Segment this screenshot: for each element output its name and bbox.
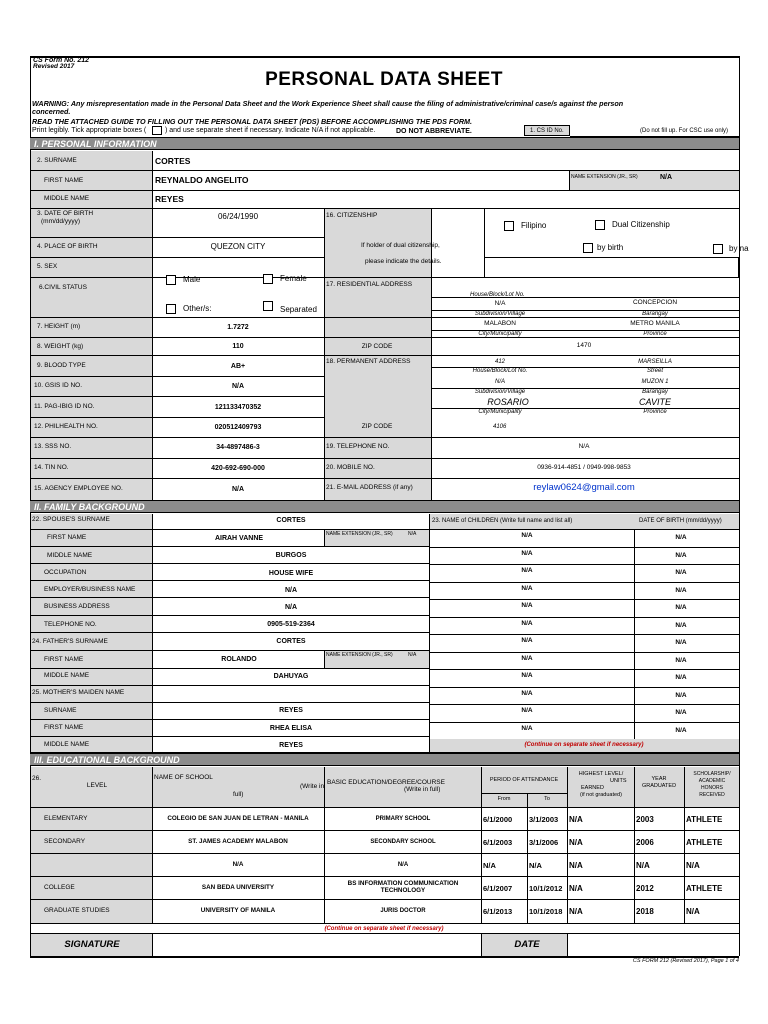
mother-middle-value: REYES bbox=[279, 742, 303, 749]
edu-degree-header: BASIC EDUCATION/DEGREE/COURSE bbox=[327, 779, 445, 786]
edu-degree-sub: (Write in full) bbox=[404, 786, 441, 793]
by-naturalization-checkbox[interactable] bbox=[713, 244, 723, 254]
child-dob-header: DATE OF BIRTH (mm/dd/yyyy) bbox=[639, 518, 722, 524]
business-address-value: N/A bbox=[284, 604, 298, 611]
row-line bbox=[30, 458, 739, 459]
dual-citizenship-checkbox[interactable] bbox=[595, 220, 605, 230]
dual-note-1: If holder of dual citizenship, bbox=[361, 242, 440, 249]
outer-border-right bbox=[739, 56, 740, 956]
sss-value: 34-4897486-3 bbox=[216, 444, 260, 451]
gsis-label: 10. GSIS ID NO. bbox=[34, 382, 83, 389]
father-first-label: FIRST NAME bbox=[44, 656, 84, 663]
child-dob: N/A bbox=[675, 569, 687, 576]
row-line bbox=[431, 330, 739, 331]
by-naturalization-label: by na bbox=[729, 244, 749, 253]
male-label: Male bbox=[183, 275, 201, 284]
other-status-checkbox[interactable] bbox=[166, 304, 176, 314]
child-name: N/A bbox=[521, 619, 533, 627]
edu-degree: PRIMARY SCHOOL bbox=[375, 816, 431, 822]
row-line bbox=[30, 237, 324, 238]
col-div bbox=[481, 933, 482, 956]
child-dob: N/A bbox=[675, 586, 687, 594]
child-row-line bbox=[429, 582, 739, 583]
father-ext-value: N/A bbox=[408, 652, 417, 658]
child-dob: N/A bbox=[675, 674, 687, 681]
date-field[interactable] bbox=[568, 934, 739, 956]
cs-id-label: 1. CS ID No. bbox=[530, 128, 564, 134]
email-label: 21. E-MAIL ADDRESS (if any) bbox=[326, 484, 413, 491]
res-house-caption: House/Block/Lot No. bbox=[470, 292, 525, 298]
col-div bbox=[527, 793, 528, 923]
section-family-title: II. FAMILY BACKGROUND bbox=[34, 502, 145, 512]
col-div-left bbox=[152, 151, 153, 503]
edu-school: SAN BEDA UNIVERSITY bbox=[201, 884, 275, 891]
dual-note-2: please indicate the details. bbox=[365, 258, 442, 265]
spouse-first-label: FIRST NAME bbox=[47, 534, 87, 541]
perm-city-value: ROSARIO bbox=[487, 397, 529, 407]
family-row-line bbox=[30, 546, 430, 547]
edu-num-label: 26. bbox=[32, 775, 42, 782]
child-dob: N/A bbox=[675, 621, 687, 629]
perm-brgy-value: MUZON 1 bbox=[641, 379, 669, 385]
child-name: N/A bbox=[521, 724, 533, 732]
child-name: N/A bbox=[521, 689, 533, 697]
res-city-value: MALABON bbox=[484, 320, 516, 327]
edu-earned-header: EARNED bbox=[581, 785, 604, 791]
father-middle-value: DAHUYAG bbox=[273, 673, 309, 680]
print-instruction-2: ) and use separate sheet if necessary. Indicate N/A if not applicable. bbox=[165, 127, 376, 134]
child-name: N/A bbox=[521, 707, 533, 714]
res-brgy-caption: Barangay bbox=[642, 311, 668, 317]
spouse-middle-value: BURGOS bbox=[275, 552, 307, 559]
row-line bbox=[324, 277, 484, 278]
cell-div bbox=[324, 529, 325, 546]
edu-school: COLEGIO DE SAN JUAN DE LETRAN - MANILA bbox=[167, 815, 309, 822]
philhealth-label: 12. PHILHEALTH NO. bbox=[34, 423, 98, 430]
occupation-value: HOUSE WIFE bbox=[268, 570, 314, 577]
mother-first-label: FIRST NAME bbox=[44, 724, 84, 731]
edu-units: N/A bbox=[569, 884, 583, 893]
filipino-label: Filipino bbox=[521, 221, 547, 230]
date-label: DATE bbox=[514, 939, 540, 950]
child-row-line bbox=[429, 634, 739, 635]
res-subdiv-value: N/A bbox=[494, 300, 506, 307]
edu-degree: N/A bbox=[397, 862, 409, 868]
child-name: N/A bbox=[521, 602, 533, 609]
guide-text: READ THE ATTACHED GUIDE TO FILLING OUT THE PERSONAL DATA SHEET (PDS) BEFORE ACCOMPLISHING THE PDS FORM. bbox=[32, 117, 473, 126]
spouse-telephone-label: TELEPHONE NO. bbox=[44, 621, 97, 628]
pagibig-label: 11. PAG-IBIG ID NO. bbox=[34, 403, 95, 410]
row-line bbox=[30, 337, 739, 338]
first-name-value: REYNALDO ANGELITO bbox=[155, 175, 249, 185]
edu-graduated-header: GRADUATED bbox=[641, 783, 677, 789]
edu-units: N/A bbox=[569, 861, 583, 870]
child-dob: N/A bbox=[675, 709, 687, 716]
edu-from: 6/1/2007 bbox=[483, 884, 513, 893]
form-number: CS Form No. 212 bbox=[33, 57, 90, 64]
email-value[interactable]: reylaw0624@gmail.com bbox=[533, 482, 635, 493]
child-dob: N/A bbox=[675, 691, 687, 699]
height-label: 7. HEIGHT (m) bbox=[37, 323, 81, 330]
child-row-line bbox=[429, 687, 739, 688]
edu-highest-header: HIGHEST LEVEL/ bbox=[578, 771, 624, 777]
edu-school: UNIVERSITY OF MANILA bbox=[200, 907, 276, 914]
pob-value: QUEZON CITY bbox=[210, 242, 266, 251]
family-label-column bbox=[31, 514, 152, 752]
res-brgy-value: CONCEPCION bbox=[632, 299, 678, 306]
female-checkbox[interactable] bbox=[263, 274, 273, 284]
spouse-first-value: AIRAH VANNE bbox=[214, 535, 264, 542]
weight-value: 110 bbox=[232, 343, 244, 350]
edu-year: N/A bbox=[636, 861, 650, 870]
perm-street-value: MARSEILLA bbox=[638, 359, 672, 365]
mobile-label: 20. MOBILE NO. bbox=[326, 464, 375, 471]
height-value: 1.7272 bbox=[227, 324, 249, 331]
row-line bbox=[30, 923, 739, 924]
edu-degree: BS INFORMATION COMMUNICATION bbox=[347, 880, 459, 887]
separated-checkbox[interactable] bbox=[263, 301, 273, 311]
family-row-line bbox=[30, 702, 430, 703]
edu-units-header: UNITS bbox=[610, 778, 627, 784]
name-ext-value: N/A bbox=[660, 174, 673, 181]
other-status-label: Other/s: bbox=[183, 304, 212, 313]
perm-brgy-caption: Barangay bbox=[642, 389, 668, 395]
child-row-line bbox=[429, 669, 739, 670]
child-name: N/A bbox=[521, 549, 533, 557]
perm-zip-value: 4106 bbox=[493, 424, 507, 430]
edu-scholarship-header: SCHOLARSHIP/ bbox=[693, 771, 731, 777]
warning-text: WARNING: Any misrepresentation made in the Personal Data Sheet and the Work Experience Sheet shall cause the filing of administrative/criminal case/s against the person bbox=[32, 99, 624, 108]
tin-value: 420-692-690-000 bbox=[211, 465, 265, 472]
edu-row-line bbox=[30, 853, 739, 854]
child-row-line bbox=[429, 722, 739, 723]
res-province-value: METRO MANILA bbox=[630, 320, 680, 327]
child-dob: N/A bbox=[675, 726, 687, 734]
row-line bbox=[30, 190, 739, 191]
child-dob: N/A bbox=[675, 639, 687, 646]
edu-honors-header: HONORS bbox=[701, 785, 723, 791]
pagibig-value: 121133470352 bbox=[214, 404, 262, 411]
spouse-middle-label: MIDDLE NAME bbox=[47, 552, 93, 559]
child-dob: N/A bbox=[675, 551, 687, 559]
edu-from-header: From bbox=[497, 796, 511, 802]
gsis-value: N/A bbox=[231, 383, 245, 390]
tin-label: 14. TIN NO. bbox=[34, 464, 69, 471]
father-surname-label: 24. FATHER'S SURNAME bbox=[32, 638, 108, 645]
perm-zip-label: ZIP CODE bbox=[361, 423, 393, 430]
family-row-line bbox=[30, 719, 430, 720]
father-first-value: ROLANDO bbox=[221, 656, 257, 663]
edu-units: N/A bbox=[569, 838, 583, 847]
form-revised: Revised 2017 bbox=[33, 63, 75, 70]
edu-full: full) bbox=[233, 791, 244, 798]
edu-year-header: YEAR bbox=[651, 776, 667, 782]
edu-period-header: PERIOD OF ATTENDANCE bbox=[489, 777, 559, 783]
edu-year: 2018 bbox=[636, 907, 654, 916]
dob-format: (mm/dd/yyyy) bbox=[41, 218, 80, 225]
perm-subdiv-caption: Subdivision/Village bbox=[474, 389, 526, 395]
row-line bbox=[30, 376, 324, 377]
edu-to: 10/1/2018 bbox=[529, 907, 563, 916]
pob-label: 4. PLACE OF BIRTH bbox=[37, 243, 98, 250]
edu-degree-line2: TECHNOLOGY bbox=[380, 887, 426, 894]
child-row-line bbox=[429, 652, 739, 653]
child-name: N/A bbox=[521, 654, 533, 662]
spouse-ext-value: N/A bbox=[408, 531, 417, 537]
row-line bbox=[30, 396, 324, 397]
perm-street-caption: Street bbox=[646, 368, 664, 374]
philhealth-value: 020512409793 bbox=[214, 424, 262, 431]
mother-surname-label: SURNAME bbox=[44, 707, 77, 714]
child-name: N/A bbox=[521, 567, 533, 574]
perm-province-value: CAVITE bbox=[638, 397, 672, 407]
edu-to: 3/1/2003 bbox=[529, 815, 559, 824]
spouse-surname-value: CORTES bbox=[276, 517, 306, 524]
edu-units: N/A bbox=[569, 815, 583, 824]
row-line bbox=[30, 417, 324, 418]
sss-label: 13. SSS NO. bbox=[34, 443, 72, 450]
child-row-line bbox=[429, 617, 739, 618]
spouse-ext-label: NAME EXTENSION (JR., SR) bbox=[326, 531, 393, 537]
child-name: N/A bbox=[521, 532, 533, 539]
citizenship-label: 16. CITIZENSHIP bbox=[326, 212, 378, 219]
row-line bbox=[30, 355, 739, 356]
child-dob: N/A bbox=[675, 604, 687, 611]
father-surname-value: CORTES bbox=[276, 638, 306, 645]
mother-label: 25. MOTHER'S MAIDEN NAME bbox=[32, 689, 125, 696]
child-name: N/A bbox=[521, 672, 533, 679]
edu-to-header: To bbox=[544, 796, 550, 802]
edu-honors: ATHLETE bbox=[686, 838, 723, 847]
children-continue-note: (Continue on separate sheet if necessary) bbox=[524, 742, 644, 748]
permanent-address-label: 18. PERMANENT ADDRESS bbox=[326, 358, 411, 365]
csc-use-only-note: (Do not fill up. For CSC use only) bbox=[640, 128, 729, 134]
perm-house-value: 412 bbox=[494, 359, 506, 365]
father-middle-label: MIDDLE NAME bbox=[44, 672, 90, 679]
telephone-value: N/A bbox=[578, 443, 590, 450]
civil-status-label: 6.CIVIL STATUS bbox=[39, 284, 87, 291]
page-title: PERSONAL DATA SHEET bbox=[265, 69, 503, 90]
perm-subdiv-value: N/A bbox=[494, 379, 506, 385]
edu-to: 10/1/2012 bbox=[529, 884, 563, 893]
sex-label: 5. SEX bbox=[37, 263, 58, 270]
family-row-line bbox=[30, 632, 430, 633]
surname-label: 2. SURNAME bbox=[37, 157, 77, 164]
edu-row-line bbox=[30, 876, 739, 877]
child-name: N/A bbox=[521, 637, 533, 644]
by-birth-checkbox[interactable] bbox=[583, 243, 593, 253]
cell-div bbox=[569, 170, 570, 190]
spouse-surname-label: 22. SPOUSE'S SURNAME bbox=[32, 516, 110, 523]
edu-honors: N/A bbox=[686, 861, 700, 870]
weight-label: 8. WEIGHT (kg) bbox=[37, 343, 84, 350]
edu-to: 3/1/2006 bbox=[529, 838, 559, 847]
middle-name-value: REYES bbox=[155, 194, 184, 204]
filipino-checkbox[interactable] bbox=[504, 221, 514, 231]
edu-row-line bbox=[30, 830, 739, 831]
perm-province-caption: Province bbox=[643, 409, 667, 415]
signature-label: SIGNATURE bbox=[64, 939, 120, 950]
row-line bbox=[30, 317, 739, 318]
col-div bbox=[634, 514, 635, 739]
row-line bbox=[30, 257, 324, 258]
child-row-line bbox=[429, 704, 739, 705]
print-instruction: Print legibly. Tick appropriate boxes ( bbox=[32, 127, 147, 134]
by-birth-label: by birth bbox=[597, 243, 624, 252]
mobile-value: 0936-914-4851 / 0949-998-9853 bbox=[537, 464, 631, 471]
edu-from: 6/1/2003 bbox=[483, 838, 513, 847]
dob-label: 3. DATE OF BIRTH bbox=[37, 210, 94, 217]
res-zip-label: ZIP CODE bbox=[361, 343, 393, 350]
section-educational-background bbox=[30, 753, 739, 766]
row-line bbox=[30, 208, 739, 209]
female-label: Female bbox=[280, 274, 307, 283]
edu-from: N/A bbox=[483, 861, 496, 870]
edu-received-header: RECEIVED bbox=[699, 792, 725, 798]
edu-to: N/A bbox=[529, 861, 542, 870]
cell-div bbox=[324, 650, 325, 668]
edu-write-in: (Write in bbox=[300, 783, 325, 790]
edu-level-header: LEVEL bbox=[86, 782, 108, 789]
res-subdiv-caption: Subdivision/Village bbox=[474, 311, 526, 317]
child-dob: N/A bbox=[675, 656, 687, 664]
child-name: N/A bbox=[521, 584, 533, 592]
col-div bbox=[429, 514, 430, 752]
section-personal-title: I. PERSONAL INFORMATION bbox=[34, 139, 157, 149]
education-header-row bbox=[31, 767, 739, 807]
perm-city-caption: City/Municipality bbox=[478, 409, 522, 415]
edu-year: 2003 bbox=[636, 815, 654, 824]
edu-units: N/A bbox=[569, 907, 583, 916]
first-name-label: FIRST NAME bbox=[44, 177, 84, 184]
father-ext-label: NAME EXTENSION (JR., SR) bbox=[326, 652, 393, 658]
blood-type-label: 9. BLOOD TYPE bbox=[37, 362, 86, 369]
children-header: 23. NAME of CHILDREN (Write full name and list all) bbox=[432, 518, 573, 524]
dual-country-select[interactable] bbox=[484, 257, 739, 278]
res-zip-value: 1470 bbox=[576, 342, 592, 349]
warning-text-2: concerned. bbox=[32, 107, 71, 116]
family-row-line bbox=[30, 685, 430, 686]
family-row-line bbox=[30, 615, 430, 616]
section-education-title: III. EDUCATIONAL BACKGROUND bbox=[34, 755, 180, 765]
edu-level: GRADUATE STUDIES bbox=[44, 907, 110, 914]
separated-label: Separated bbox=[280, 305, 317, 314]
employer-value: N/A bbox=[284, 587, 298, 594]
form-page-reference: CS FORM 212 (Revised 2017), Page 1 of 4 bbox=[632, 958, 739, 964]
no-abbreviate-note: DO NOT ABBREVIATE. bbox=[396, 128, 472, 135]
edu-year: 2006 bbox=[636, 838, 654, 847]
edu-from: 6/1/2013 bbox=[483, 907, 513, 916]
edu-academic-header: ACADEMIC bbox=[698, 778, 726, 784]
edu-level: ELEMENTARY bbox=[44, 815, 88, 822]
edu-degree: SECONDARY SCHOOL bbox=[370, 839, 436, 845]
mother-first-value: RHEA ELISA bbox=[269, 725, 313, 732]
child-row-line bbox=[429, 529, 739, 530]
edu-honors: ATHLETE bbox=[686, 884, 723, 893]
edu-row-line bbox=[30, 899, 739, 900]
dual-citizenship-label: Dual Citizenship bbox=[612, 220, 670, 229]
employer-label: EMPLOYER/BUSINESS NAME bbox=[44, 586, 136, 593]
telephone-label: 19. TELEPHONE NO. bbox=[326, 443, 390, 450]
edu-school-header: NAME OF SCHOOL bbox=[154, 774, 213, 781]
section-personal-information bbox=[30, 137, 739, 150]
edu-from: 6/1/2000 bbox=[483, 815, 513, 824]
family-row-line bbox=[30, 668, 430, 669]
edu-school: ST. JAMES ACADEMY MALABON bbox=[188, 838, 288, 845]
edu-degree: JURIS DOCTOR bbox=[380, 908, 426, 914]
agency-no-value: N/A bbox=[231, 486, 245, 493]
mother-surname-value: REYES bbox=[279, 707, 303, 714]
education-level-column bbox=[31, 807, 152, 923]
surname-value: CORTES bbox=[155, 156, 191, 166]
row-line bbox=[30, 437, 739, 438]
mother-middle-label: MIDDLE NAME bbox=[44, 741, 90, 748]
child-dob: N/A bbox=[675, 534, 687, 541]
child-row-line bbox=[429, 547, 739, 548]
edu-year: 2012 bbox=[636, 884, 654, 893]
edu-level: SECONDARY bbox=[44, 838, 86, 845]
outer-border-top bbox=[30, 56, 739, 58]
agency-no-label: 15. AGENCY EMPLOYEE NO. bbox=[34, 485, 123, 492]
section-family-background bbox=[30, 500, 739, 513]
residential-address-label: 17. RESIDENTIAL ADDRESS bbox=[326, 281, 413, 288]
col-div bbox=[152, 514, 153, 752]
family-row-line bbox=[30, 597, 430, 598]
row-line bbox=[30, 807, 739, 808]
tick-example-box bbox=[152, 126, 162, 135]
res-city-caption: City/Municipality bbox=[478, 331, 522, 337]
occupation-label: OCCUPATION bbox=[44, 569, 87, 576]
family-row-line bbox=[30, 580, 430, 581]
blood-type-value: AB+ bbox=[230, 363, 246, 370]
edu-school: N/A bbox=[232, 861, 244, 868]
edu-level: COLLEGE bbox=[44, 884, 75, 891]
edu-honors: N/A bbox=[686, 907, 700, 916]
middle-name-label: MIDDLE NAME bbox=[44, 195, 90, 202]
education-continue-note: (Continue on separate sheet if necessary) bbox=[324, 926, 444, 932]
child-row-line bbox=[429, 599, 739, 600]
name-ext-label: NAME EXTENSION (JR., SR) bbox=[571, 174, 638, 180]
business-address-label: BUSINESS ADDRESS bbox=[44, 603, 110, 610]
spouse-telephone-value: 0905-519-2364 bbox=[267, 621, 315, 628]
row-line bbox=[30, 478, 739, 479]
dob-value: 06/24/1990 bbox=[217, 212, 259, 221]
edu-not-grad-header: (if not graduated) bbox=[580, 792, 622, 798]
perm-house-caption: House/Block/Lot No. bbox=[472, 368, 528, 374]
male-checkbox[interactable] bbox=[166, 275, 176, 285]
family-row-line bbox=[30, 563, 430, 564]
signature-field[interactable] bbox=[153, 934, 481, 956]
family-row-line bbox=[30, 736, 430, 737]
res-province-caption: Province bbox=[643, 331, 667, 337]
child-row-line bbox=[429, 564, 739, 565]
row-line bbox=[431, 408, 739, 409]
edu-honors: ATHLETE bbox=[686, 815, 723, 824]
row-line bbox=[481, 793, 567, 794]
